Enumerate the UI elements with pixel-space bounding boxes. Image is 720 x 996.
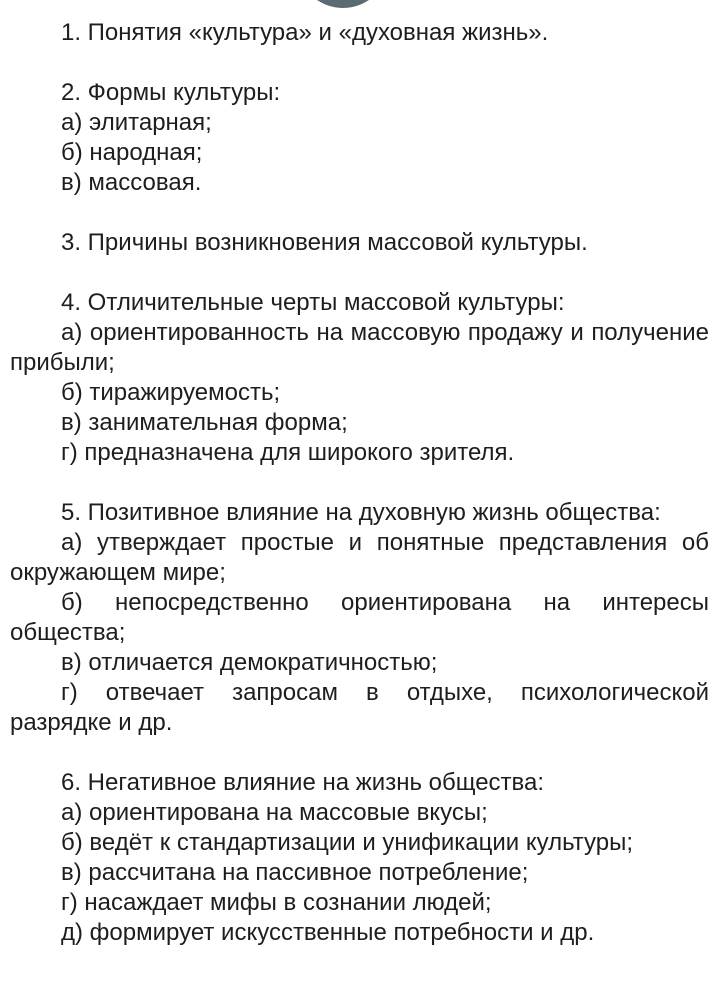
list-item: д) формирует искусственные потребности и др.	[61, 919, 595, 946]
section-1-heading: 1. Понятия «культура» и «духовная жизнь».	[61, 19, 549, 46]
section-1	[10, 18, 709, 48]
list-item: б) ведёт к стандартизации и унификации культуры;	[61, 829, 633, 856]
section-4-heading: 4. Отличительные черты массовой культуры:	[61, 289, 565, 316]
top-decorative-shape	[297, 0, 389, 8]
list-item: в) рассчитана на пассивное потребление;	[61, 859, 529, 886]
list-item: г) предназначена для широкого зрителя.	[61, 439, 515, 466]
list-item: г) насаждает мифы в сознании людей;	[61, 889, 492, 916]
section-3	[10, 228, 709, 258]
list-item: б) народная;	[61, 139, 203, 166]
section-2-heading: 2. Формы культуры:	[61, 79, 281, 106]
list-item: в) массовая.	[61, 169, 202, 196]
section-4	[10, 288, 709, 468]
list-item: а) элитарная;	[61, 109, 212, 136]
section-2	[10, 78, 709, 198]
list-item: б) непосредственно ориентирована на интересы общества;	[10, 589, 709, 646]
list-item: б) тиражируемость;	[61, 379, 281, 406]
document-body	[10, 18, 709, 948]
section-5	[10, 498, 709, 738]
section-3-heading: 3. Причины возникновения массовой культуры.	[61, 229, 588, 256]
list-item: а) ориентированность на массовую продажу и получение прибыли;	[10, 319, 709, 376]
section-6	[10, 768, 709, 948]
list-item: а) утверждает простые и понятные представления об окружающем мире;	[10, 529, 709, 586]
list-item: в) занимательная форма;	[61, 409, 348, 436]
list-item: г) отвечает запросам в отдыхе, психологической разрядке и др.	[10, 679, 709, 736]
list-item: в) отличается демократичностью;	[61, 649, 438, 676]
section-6-heading: 6. Негативное влияние на жизнь общества:	[61, 769, 545, 796]
list-item: а) ориентирована на массовые вкусы;	[61, 799, 488, 826]
section-5-heading: 5. Позитивное влияние на духовную жизнь общества:	[61, 499, 661, 526]
